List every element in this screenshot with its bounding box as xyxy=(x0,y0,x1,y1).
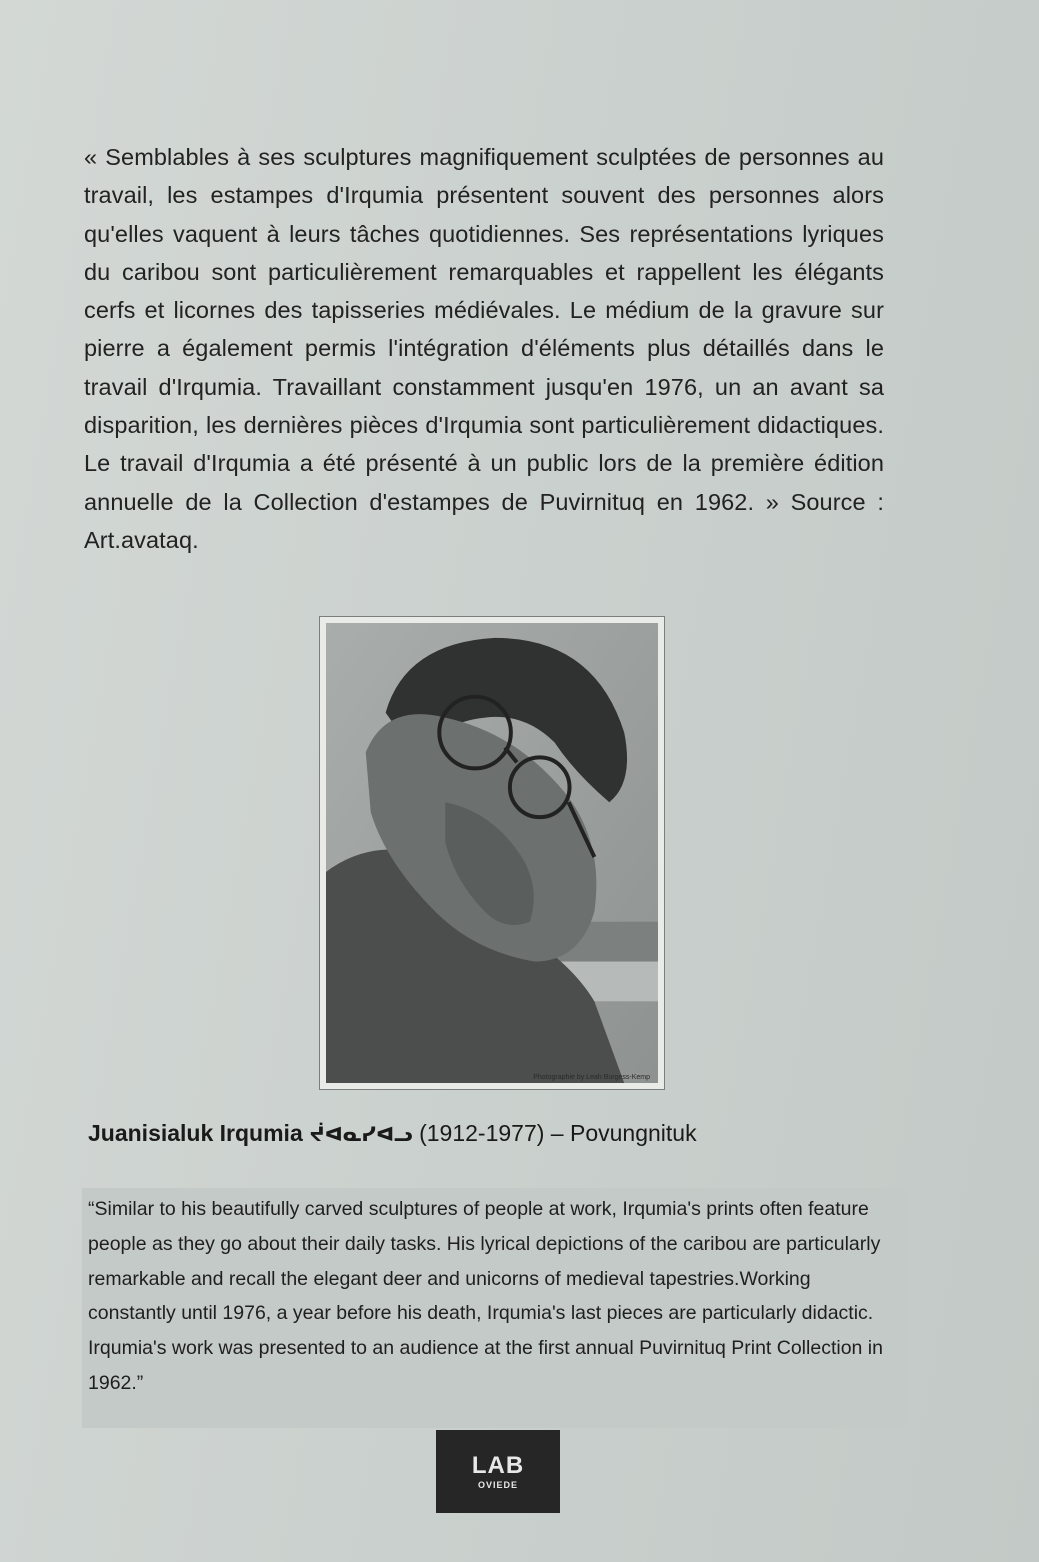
portrait-illustration xyxy=(326,623,658,1083)
logo-line-1: LAB xyxy=(471,1451,525,1479)
portrait-photo-frame xyxy=(319,616,665,1090)
logo-line-2: OVIEDE xyxy=(477,1479,518,1490)
french-quote: « Semblables à ses sculptures magnifiquement sculptées de personnes au travail, les estampes d'Irqumia présentent souvent des personnes alors qu'elles vaquent à leurs tâches quotidiennes. Ses représentations lyriques du caribou sont particulièrement remarquables et rappellent les élégants cerfs et licornes des tapisseries médiévales. Le médium de la gravure sur pierre a également permis l'intégration d'éléments plus détaillés dans le travail d'Irqumia. Travaillant constamment jusqu'en 1976, un an avant sa disparition, les dernières pièces d'Irqumia sont particulièrement didactiques. Le travail d'Irqumia a été présenté à un public lors de la première édition annuelle de la Collection d'estampes de Puvirnituq en 1962. » Source : Art.avataq. xyxy=(84,144,884,553)
lab-logo xyxy=(436,1430,560,1513)
artist-name: Juanisialuk Irqumia xyxy=(88,1120,303,1146)
artist-dates-place: (1912-1977) – Povungnituk xyxy=(419,1120,697,1146)
artist-name-syllabics: ᔫᐊᓇᓯᐊᓗ xyxy=(309,1122,413,1146)
portrait-photo xyxy=(326,623,658,1083)
photo-credit: Photographie by Leah Burgess-Kemp xyxy=(533,1074,650,1081)
english-quote: “Similar to his beautifully carved sculptures of people at work, Irqumia's prints often feature people as they go about their daily tasks. His lyrical depictions of the caribou are particularly remarkable and recall the elegant deer and unicorns of medieval tapestries.Working constantly until 1976, a year before his death, Irqumia's last pieces are particularly didactic. Irqumia's work was presented to an audience at the first annual Puvirnituq Print Collection in 1962.” xyxy=(88,1198,883,1394)
photo-caption xyxy=(88,1120,908,1147)
